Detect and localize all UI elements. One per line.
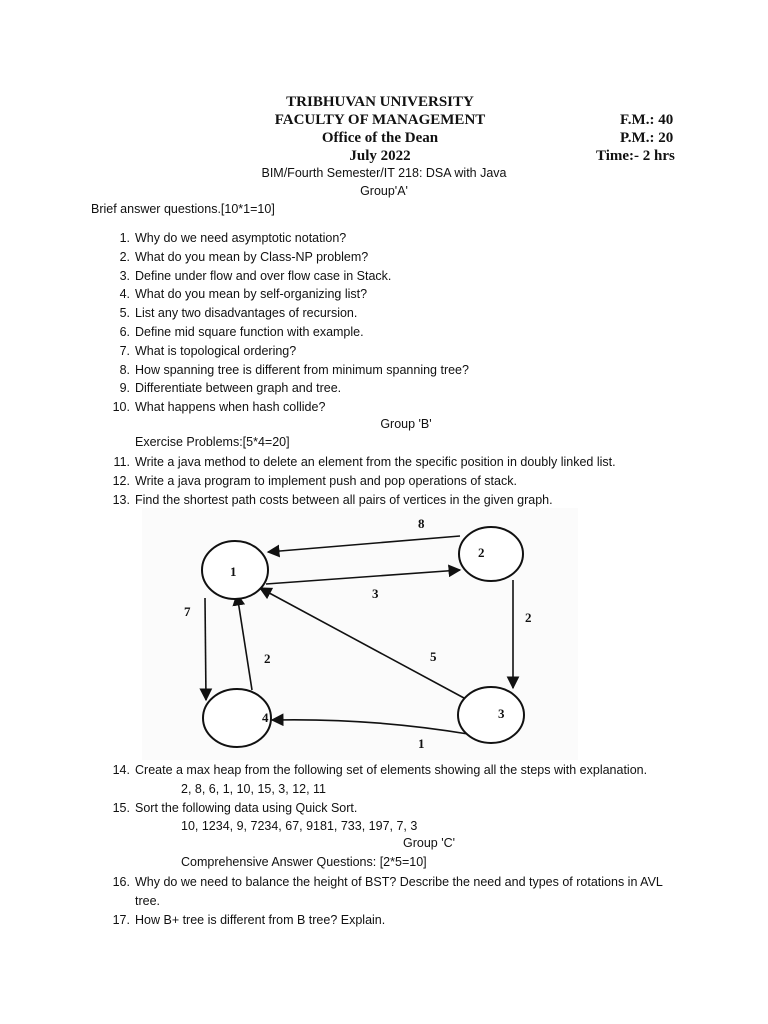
question-number: 2. — [119, 249, 130, 264]
question-number: 17. — [112, 912, 130, 927]
question-number: 9. — [119, 381, 130, 396]
question-number: 14. — [112, 763, 130, 777]
edge-3-4 — [272, 720, 468, 734]
question-number: 3. — [119, 268, 130, 283]
question-number: 5. — [119, 306, 130, 321]
graph-figure — [142, 508, 578, 760]
question-text: Differentiate between graph and tree. — [135, 381, 342, 396]
group-b-question-list — [108, 453, 708, 509]
edge-weight: 2 — [264, 651, 271, 666]
edge-1-2 — [266, 570, 460, 584]
question-number: 6. — [119, 324, 130, 339]
group-c-title: Group 'C' — [403, 836, 456, 850]
list-item — [108, 873, 708, 892]
question-number: 1. — [119, 231, 130, 245]
edge-2-1 — [268, 536, 460, 552]
list-item — [108, 379, 708, 398]
list-item — [108, 398, 708, 417]
question-number: 15. — [112, 800, 130, 815]
group-b-instruction: Exercise Problems:[5*4=20] — [135, 435, 290, 449]
group-a-title: Group'A' — [360, 184, 408, 198]
group-c-question-list — [108, 873, 708, 929]
group-b-title: Group 'B' — [380, 417, 432, 431]
office-name: Office of the Dean — [321, 130, 439, 146]
list-item — [108, 361, 708, 380]
graph-node — [458, 687, 524, 743]
full-marks: F.M.: 40 — [620, 112, 674, 128]
edge-3-1 — [260, 588, 464, 698]
question-text: Sort the following data using Quick Sort. — [135, 800, 358, 815]
graph-node — [203, 689, 271, 747]
university-name: TRIBHUVAN UNIVERSITY — [286, 94, 474, 110]
question-text: Define mid square function with example. — [135, 324, 364, 339]
list-item — [108, 453, 708, 472]
question-text: What do you mean by Class-NP problem? — [135, 249, 369, 264]
question-text: Why do we need to balance the height of BST? Describe the need and types of rotations in AVL — [135, 875, 663, 889]
list-item — [108, 472, 708, 491]
edge-weight: 7 — [184, 604, 191, 619]
question-text: What is topological ordering? — [135, 343, 297, 358]
edge-weight: 5 — [430, 649, 437, 664]
question-number: 4. — [119, 287, 130, 302]
question-number: 10. — [112, 400, 130, 415]
question-text: Create a max heap from the following set of elements showing all the steps with explanation. — [135, 763, 648, 777]
node-label: 4 — [262, 710, 269, 725]
faculty-name: FACULTY OF MANAGEMENT — [274, 112, 486, 128]
question-text: tree. — [135, 893, 161, 908]
list-item — [108, 799, 708, 818]
node-label: 2 — [478, 545, 485, 560]
course-info: BIM/Fourth Semester/IT 218: DSA with Java — [261, 166, 507, 180]
list-item — [108, 229, 708, 248]
edge-weight: 1 — [418, 736, 425, 751]
group-c-instruction: Comprehensive Answer Questions: [2*5=10] — [181, 855, 427, 869]
question-number: 8. — [119, 362, 130, 377]
node-label: 3 — [498, 706, 505, 721]
list-item — [108, 285, 708, 304]
list-item — [108, 761, 708, 780]
list-item-data — [108, 780, 708, 799]
graph-diagram — [142, 508, 578, 760]
question-number: 7. — [119, 343, 130, 358]
list-item — [108, 248, 708, 267]
list-item — [108, 323, 708, 342]
question-text: What do you mean by self-organizing list? — [135, 287, 368, 302]
question-text: Why do we need asymptotic notation? — [135, 231, 347, 245]
question-number: 16. — [112, 875, 130, 889]
question-text: How B+ tree is different from B tree? Explain. — [135, 912, 386, 927]
edge-1-4 — [205, 598, 206, 700]
exam-date: July 2022 — [349, 148, 411, 164]
group-b-question-list-continued — [108, 761, 708, 836]
edge-weight: 8 — [418, 516, 425, 531]
node-label: 1 — [230, 564, 237, 579]
list-item-continuation — [108, 892, 708, 911]
question-number: 13. — [112, 492, 130, 507]
group-a-question-list — [108, 229, 708, 417]
question-text: What happens when hash collide? — [135, 400, 326, 415]
edge-weight: 3 — [372, 586, 379, 601]
list-item-data — [108, 817, 708, 836]
question-text: How spanning tree is different from minimum spanning tree? — [135, 362, 469, 377]
question-text: Define under flow and over flow case in Stack. — [135, 268, 392, 283]
question-text: Write a java method to delete an element from the specific position in doubly linked list. — [135, 455, 616, 469]
graph-node — [459, 527, 523, 581]
question-text: Write a java program to implement push and pop operations of stack. — [135, 473, 517, 488]
question-data: 2, 8, 6, 1, 10, 15, 3, 12, 11 — [181, 781, 327, 796]
question-data: 10, 1234, 9, 7234, 67, 9181, 733, 197, 7, 3 — [181, 819, 418, 834]
list-item — [108, 911, 708, 930]
question-number: 11. — [113, 455, 130, 469]
pass-marks: P.M.: 20 — [620, 130, 674, 146]
list-item — [108, 491, 708, 510]
list-item — [108, 267, 708, 286]
group-a-instruction: Brief answer questions.[10*1=10] — [91, 202, 275, 216]
edge-4-1 — [237, 594, 252, 690]
question-text: Find the shortest path costs between all pairs of vertices in the given graph. — [135, 492, 553, 507]
question-number: 12. — [112, 473, 130, 488]
question-text: List any two disadvantages of recursion. — [135, 306, 358, 321]
edge-weight: 2 — [525, 610, 532, 625]
list-item — [108, 304, 708, 323]
exam-time: Time:- 2 hrs — [596, 148, 675, 164]
list-item — [108, 342, 708, 361]
